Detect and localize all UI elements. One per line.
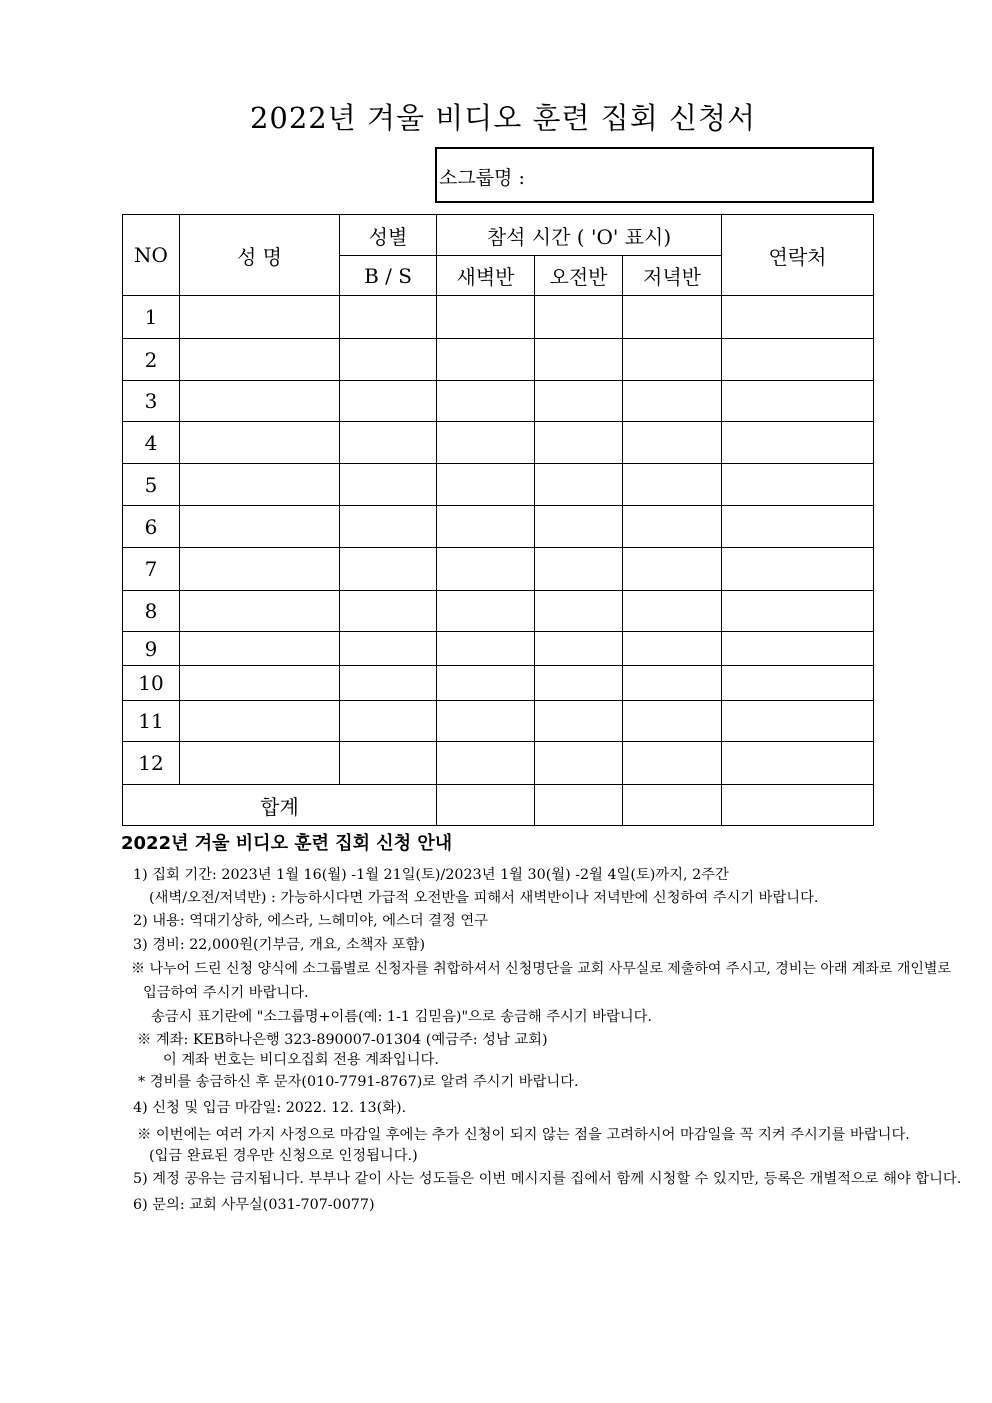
gender-cell[interactable] xyxy=(340,742,437,785)
dawn-cell[interactable] xyxy=(437,701,535,742)
table-row xyxy=(123,591,874,632)
contact-cell[interactable] xyxy=(722,632,874,666)
page-title: 2022년 겨울 비디오 훈련 집회 신청서 xyxy=(249,101,757,135)
evening-cell[interactable] xyxy=(623,548,722,591)
contact-cell[interactable] xyxy=(722,591,874,632)
dawn-cell[interactable] xyxy=(437,632,535,666)
gender-cell[interactable] xyxy=(340,381,437,422)
dawn-cell[interactable] xyxy=(437,422,535,464)
morning-cell[interactable] xyxy=(535,591,623,632)
gender-cell[interactable] xyxy=(340,548,437,591)
table-row xyxy=(123,632,874,666)
row-number: 7 xyxy=(123,548,180,591)
contact-cell[interactable] xyxy=(722,506,874,548)
guide-line: ※ 계좌: KEB하나은행 323-890007-01304 (예금주: 성남 교회) xyxy=(137,1032,548,1048)
contact-cell[interactable] xyxy=(722,548,874,591)
dawn-cell[interactable] xyxy=(437,464,535,506)
evening-cell[interactable] xyxy=(623,506,722,548)
name-cell[interactable] xyxy=(180,422,340,464)
table-row xyxy=(123,701,874,742)
morning-cell[interactable] xyxy=(535,666,623,701)
name-cell[interactable] xyxy=(180,701,340,742)
evening-cell[interactable] xyxy=(623,742,722,785)
header-no: NO xyxy=(123,215,180,296)
total-row xyxy=(123,785,874,826)
dawn-cell[interactable] xyxy=(437,591,535,632)
dawn-cell[interactable] xyxy=(437,666,535,701)
contact-cell[interactable] xyxy=(722,666,874,701)
contact-cell[interactable] xyxy=(722,296,874,339)
total-contact-cell[interactable] xyxy=(722,785,874,826)
total-dawn-cell[interactable] xyxy=(437,785,535,826)
header-contact: 연락처 xyxy=(722,215,874,296)
evening-cell[interactable] xyxy=(623,464,722,506)
dawn-cell[interactable] xyxy=(437,381,535,422)
gender-cell[interactable] xyxy=(340,591,437,632)
morning-cell[interactable] xyxy=(535,742,623,785)
row-number: 9 xyxy=(123,632,180,666)
row-number: 11 xyxy=(123,701,180,742)
gender-cell[interactable] xyxy=(340,506,437,548)
morning-cell[interactable] xyxy=(535,506,623,548)
dawn-cell[interactable] xyxy=(437,339,535,381)
table-row xyxy=(123,506,874,548)
morning-cell[interactable] xyxy=(535,548,623,591)
morning-cell[interactable] xyxy=(535,381,623,422)
name-cell[interactable] xyxy=(180,339,340,381)
dawn-cell[interactable] xyxy=(437,742,535,785)
dawn-cell[interactable] xyxy=(437,296,535,339)
row-number: 2 xyxy=(123,339,180,381)
header-gender: 성별 xyxy=(340,215,437,256)
total-evening-cell[interactable] xyxy=(623,785,722,826)
table-row xyxy=(123,666,874,701)
evening-cell[interactable] xyxy=(623,296,722,339)
row-number: 6 xyxy=(123,506,180,548)
guide-line: 1) 집회 기간: 2023년 1월 16(월) -1월 21일(토)/2023년 1월 30(월) -2월 4일(토)까지, 2주간 xyxy=(133,867,729,883)
gender-cell[interactable] xyxy=(340,422,437,464)
table-row xyxy=(123,742,874,785)
header-name: 성 명 xyxy=(180,215,340,296)
contact-cell[interactable] xyxy=(722,701,874,742)
name-cell[interactable] xyxy=(180,666,340,701)
guide-line: (입금 완료된 경우만 신청으로 인정됩니다.) xyxy=(149,1148,418,1164)
guide-line: 송금시 표기란에 "소그룹명+이름(예: 1-1 김믿음)"으로 송금해 주시기 바랍니다. xyxy=(151,1009,652,1025)
gender-cell[interactable] xyxy=(340,701,437,742)
guide-line: 5) 계정 공유는 금지됩니다. 부부나 같이 사는 성도들은 이번 메시지를 집에서 함께 시청할 수 있지만, 등록은 개별적으로 해야 합니다. xyxy=(133,1171,962,1187)
name-cell[interactable] xyxy=(180,591,340,632)
contact-cell[interactable] xyxy=(722,464,874,506)
name-cell[interactable] xyxy=(180,742,340,785)
name-cell[interactable] xyxy=(180,506,340,548)
morning-cell[interactable] xyxy=(535,296,623,339)
name-cell[interactable] xyxy=(180,296,340,339)
morning-cell[interactable] xyxy=(535,701,623,742)
guide-line: 4) 신청 및 입금 마감일: 2022. 12. 13(화). xyxy=(133,1100,407,1116)
row-number: 10 xyxy=(123,666,180,701)
row-number: 5 xyxy=(123,464,180,506)
header-gender-sub: B / S xyxy=(340,256,437,296)
guide-line: ※ 나누어 드린 신청 양식에 소그룹별로 신청자를 취합하셔서 신청명단을 교회 사무실로 제출하여 주시고, 경비는 아래 계좌로 개인별로 xyxy=(131,961,951,977)
gender-cell[interactable] xyxy=(340,339,437,381)
contact-cell[interactable] xyxy=(722,422,874,464)
dawn-cell[interactable] xyxy=(437,548,535,591)
morning-cell[interactable] xyxy=(535,464,623,506)
morning-cell[interactable] xyxy=(535,422,623,464)
contact-cell[interactable] xyxy=(722,742,874,785)
header-evening: 저녁반 xyxy=(623,256,722,296)
evening-cell[interactable] xyxy=(623,339,722,381)
morning-cell[interactable] xyxy=(535,632,623,666)
name-cell[interactable] xyxy=(180,464,340,506)
guide-line: 6) 문의: 교회 사무실(031-707-0077) xyxy=(133,1197,375,1213)
table-row xyxy=(123,381,874,422)
guide-line: (새벽/오전/저녁반) : 가능하시다면 가급적 오전반을 피해서 새벽반이나 저녁반에 신청하여 주시기 바랍니다. xyxy=(149,890,819,906)
group-name-field[interactable] xyxy=(435,147,874,203)
name-cell[interactable] xyxy=(180,548,340,591)
gender-cell[interactable] xyxy=(340,296,437,339)
registration-table xyxy=(122,214,874,826)
table-row xyxy=(123,422,874,464)
morning-cell[interactable] xyxy=(535,339,623,381)
evening-cell[interactable] xyxy=(623,381,722,422)
row-number: 1 xyxy=(123,296,180,339)
guide-line: 이 계좌 번호는 비디오집회 전용 계좌입니다. xyxy=(163,1052,439,1068)
name-cell[interactable] xyxy=(180,632,340,666)
total-morning-cell[interactable] xyxy=(535,785,623,826)
evening-cell[interactable] xyxy=(623,632,722,666)
contact-cell[interactable] xyxy=(722,339,874,381)
evening-cell[interactable] xyxy=(623,701,722,742)
evening-cell[interactable] xyxy=(623,591,722,632)
row-number: 8 xyxy=(123,591,180,632)
name-cell[interactable] xyxy=(180,381,340,422)
guide-title: 2022년 겨울 비디오 훈련 집회 신청 안내 xyxy=(121,833,453,854)
gender-cell[interactable] xyxy=(340,632,437,666)
row-number: 12 xyxy=(123,742,180,785)
guide-line: 3) 경비: 22,000원(기부금, 개요, 소책자 포함) xyxy=(133,937,426,953)
table-row xyxy=(123,548,874,591)
evening-cell[interactable] xyxy=(623,666,722,701)
evening-cell[interactable] xyxy=(623,422,722,464)
guide-line: 입금하여 주시기 바랍니다. xyxy=(143,985,309,1001)
table-row xyxy=(123,339,874,381)
table-row xyxy=(123,464,874,506)
row-number: 4 xyxy=(123,422,180,464)
header-morning: 오전반 xyxy=(535,256,623,296)
gender-cell[interactable] xyxy=(340,666,437,701)
total-label: 합계 xyxy=(123,785,437,826)
group-name-label: 소그룹명 : xyxy=(439,167,525,189)
row-number: 3 xyxy=(123,381,180,422)
contact-cell[interactable] xyxy=(722,381,874,422)
header-attendance: 참석 시간 ( 'O' 표시) xyxy=(437,215,722,256)
table-row xyxy=(123,296,874,339)
dawn-cell[interactable] xyxy=(437,506,535,548)
guide-line: * 경비를 송금하신 후 문자(010-7791-8767)로 알려 주시기 바랍니다. xyxy=(138,1074,579,1090)
gender-cell[interactable] xyxy=(340,464,437,506)
guide-line: 2) 내용: 역대기상하, 에스라, 느헤미야, 에스더 결정 연구 xyxy=(133,913,488,929)
guide-line: ※ 이번에는 여러 가지 사정으로 마감일 후에는 추가 신청이 되지 않는 점을 고려하시어 마감일을 꼭 지켜 주시기를 바랍니다. xyxy=(137,1127,910,1143)
header-dawn: 새벽반 xyxy=(437,256,535,296)
